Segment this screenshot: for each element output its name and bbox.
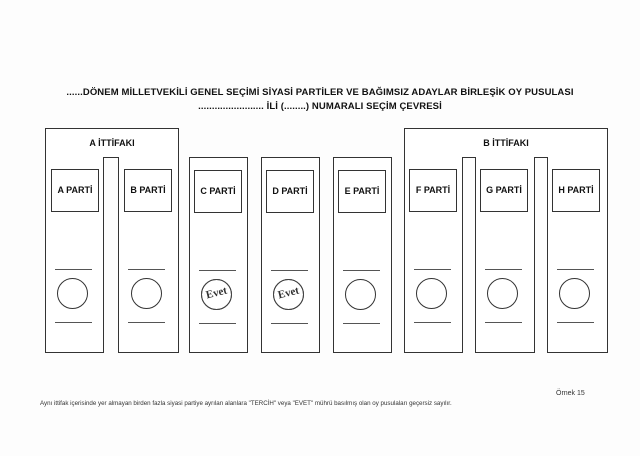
stamp-text: Evet: [276, 284, 301, 302]
upper-line: [343, 270, 380, 271]
lower-line: [199, 323, 236, 324]
lower-line: [271, 323, 308, 324]
upper-line: [414, 269, 451, 270]
lower-line: [485, 322, 522, 323]
vote-circle[interactable]: [131, 278, 162, 309]
vote-circle[interactable]: [201, 279, 232, 310]
party-name-box: C PARTİ: [194, 170, 242, 213]
party-name-box: E PARTİ: [338, 170, 386, 213]
party-name-box: A PARTİ: [51, 169, 99, 212]
vote-circle[interactable]: [559, 278, 590, 309]
lower-line: [55, 322, 92, 323]
party-name-box: G PARTİ: [480, 169, 528, 212]
vote-circle[interactable]: [57, 278, 88, 309]
party-column-g: [475, 157, 535, 353]
lower-line: [414, 322, 451, 323]
alliance-b-header: B İTTİFAKI: [405, 129, 607, 158]
party-name-box: H PARTİ: [552, 169, 600, 212]
vote-circle[interactable]: [487, 278, 518, 309]
party-column-b: [118, 157, 179, 353]
party-name-box: F PARTİ: [409, 169, 457, 212]
footnote: Aynı ittifak içerisinde yer almayan birden fazla siyasi partiye ayrılan alanlara "TERCİH" veya "EVET" mührü basılmış olan oy pusulaları geçersiz sayılır.: [40, 400, 452, 407]
alliance-a-header: A İTTİFAKI: [46, 129, 178, 158]
lower-line: [343, 323, 380, 324]
lower-line: [557, 322, 594, 323]
party-name-box: D PARTİ: [266, 170, 314, 213]
ballot-title-line1: ......DÖNEM MİLLETVEKİLİ GENEL SEÇİMİ SİYASİ PARTİLER VE BAĞIMSIZ ADAYLAR BİRLEŞİK OY PUSULASI: [66, 87, 574, 98]
evet-stamp: [202, 280, 233, 311]
upper-line: [485, 269, 522, 270]
stamp-text: Evet: [204, 284, 229, 302]
party-column-c: [189, 157, 248, 353]
upper-line: [557, 269, 594, 270]
upper-line: [271, 270, 308, 271]
alliance-a-box: [45, 128, 179, 158]
vote-circle[interactable]: [416, 278, 447, 309]
ballot-title-line2: ........................ İLİ (........) NUMARALI SEÇİM ÇEVRESİ: [198, 101, 442, 112]
lower-line: [128, 322, 165, 323]
alliance-b-box: [404, 128, 608, 158]
party-column-e: [333, 157, 392, 353]
upper-line: [128, 269, 165, 270]
example-number: Örnek 15: [556, 390, 585, 397]
vote-circle[interactable]: [345, 279, 376, 310]
upper-line: [199, 270, 236, 271]
evet-stamp: [274, 280, 305, 311]
party-column-d: [261, 157, 320, 353]
party-column-a: [45, 157, 104, 353]
vote-circle[interactable]: [273, 279, 304, 310]
upper-line: [55, 269, 92, 270]
party-name-box: B PARTİ: [124, 169, 172, 212]
party-column-f: [404, 157, 463, 353]
party-column-h: [547, 157, 608, 353]
